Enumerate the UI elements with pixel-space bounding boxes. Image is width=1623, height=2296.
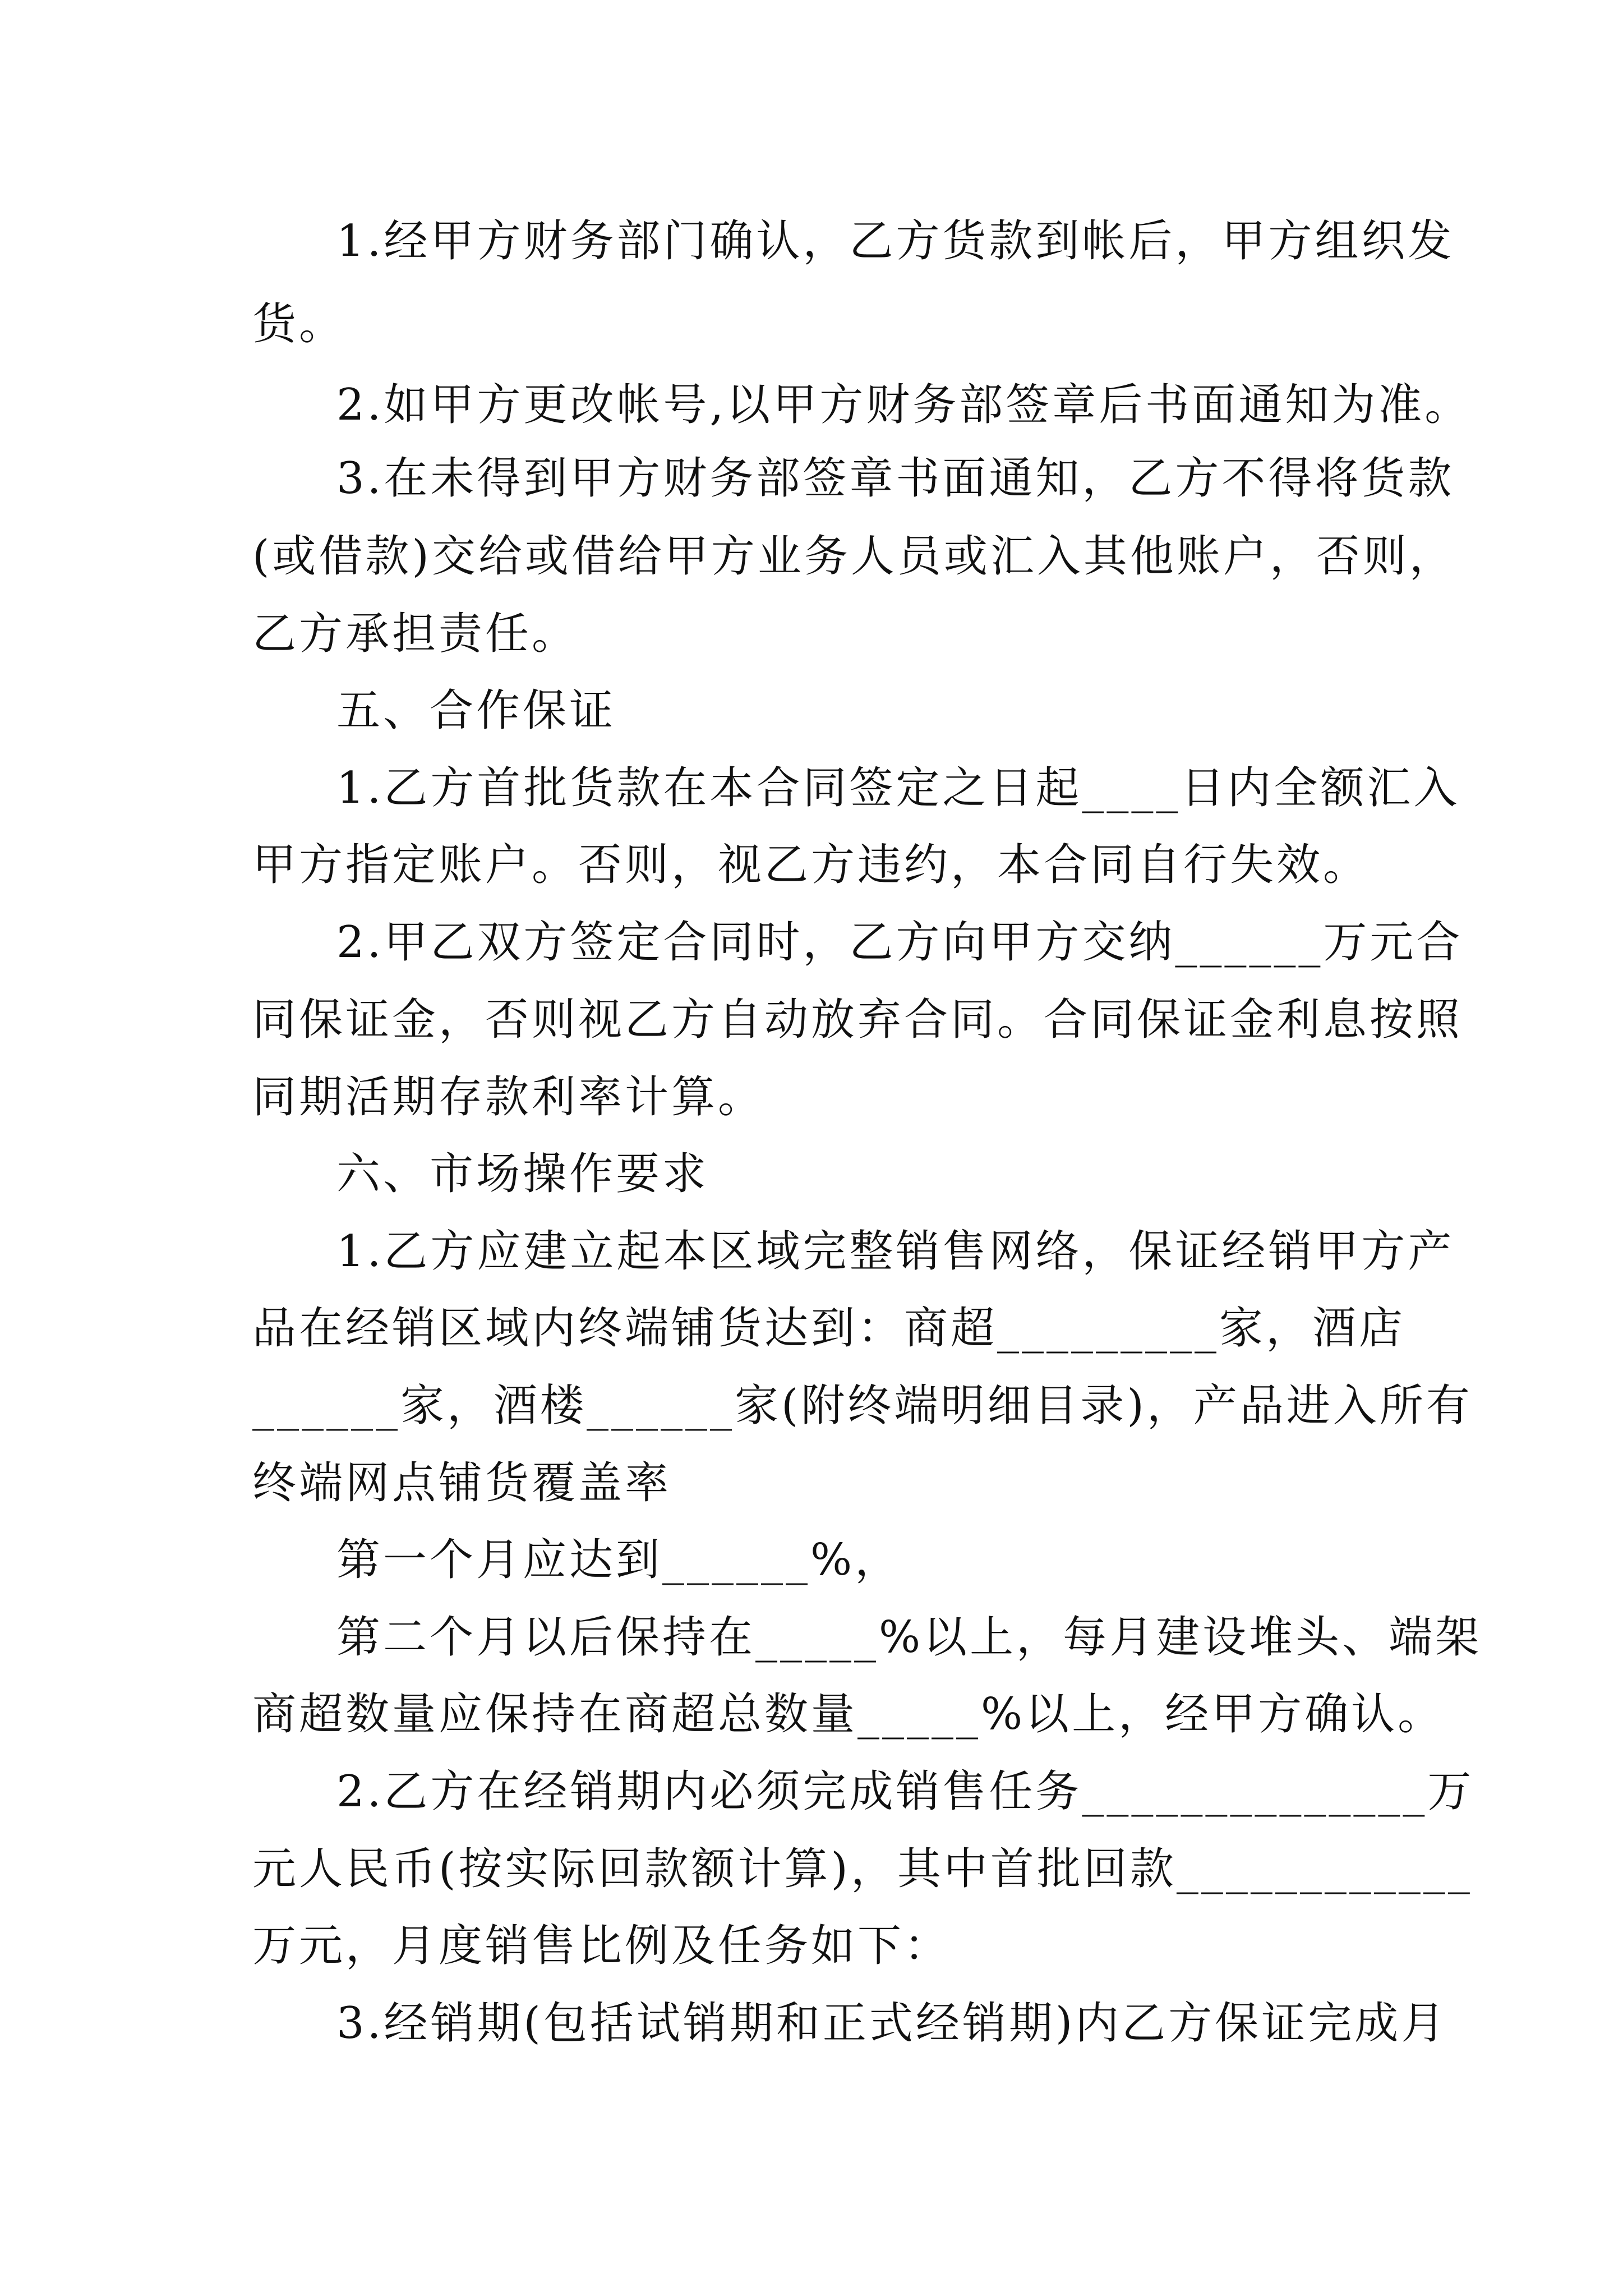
paragraph-line: 同期活期存款利率计算。 — [252, 1072, 765, 1122]
section-heading: 六、市场操作要求 — [336, 1149, 709, 1199]
paragraph-line: ______家，酒楼______家(附终端明细目录)，产品进入所有 — [252, 1381, 1473, 1431]
paragraph-line: 同保证金，否则视乙方自动放弃合同。合同保证金利息按照 — [252, 995, 1463, 1045]
paragraph-line: 第一个月应达到______%， — [336, 1535, 902, 1585]
paragraph-line: 1.乙方应建立起本区域完整销售网络，保证经销甲方产 — [336, 1226, 1455, 1277]
paragraph-line: 2.乙方在经销期内必须完成销售任务______________万 — [336, 1766, 1474, 1817]
paragraph-line: 1.经甲方财务部门确认，乙方货款到帐后，甲方组织发 — [336, 216, 1455, 266]
paragraph-line: 3.经销期(包括试销期和正式经销期)内乙方保证完成月 — [336, 1998, 1448, 2049]
paragraph-line: (或借款)交给或借给甲方业务人员或汇入其他账户，否则， — [252, 531, 1456, 582]
paragraph-line: 2.甲乙双方签定合同时，乙方向甲方交纳______万元合 — [336, 917, 1463, 968]
paragraph-line: 甲方指定账户。否则，视乙方违约，本合同自行失效。 — [252, 840, 1370, 890]
paragraph-line: 万元，月度销售比例及任务如下： — [252, 1921, 951, 1971]
paragraph-line: 1.乙方首批货款在本合同签定之日起____日内全额汇入 — [336, 763, 1460, 813]
paragraph-line: 第二个月以后保持在_____%以上，每月建设堆头、端架 — [336, 1612, 1482, 1663]
paragraph-line: 品在经销区域内终端铺货达到：商超_________家，酒店 — [252, 1303, 1406, 1354]
paragraph-line: 3.在未得到甲方财务部签章书面通知，乙方不得将货款 — [336, 453, 1455, 504]
paragraph-line: 终端网点铺货覆盖率 — [252, 1458, 672, 1508]
paragraph-line: 乙方承担责任。 — [252, 609, 579, 659]
paragraph-line: 货。 — [252, 299, 346, 349]
paragraph-line: 商超数量应保持在商超总数量_____%以上，经甲方确认。 — [252, 1689, 1445, 1740]
paragraph-line: 元人民币(按实际回款额计算)，其中首批回款____________ — [252, 1844, 1473, 1894]
paragraph-line: 2.如甲方更改帐号,以甲方财务部签章后书面通知为准。 — [336, 380, 1472, 430]
section-heading: 五、合作保证 — [336, 685, 616, 736]
